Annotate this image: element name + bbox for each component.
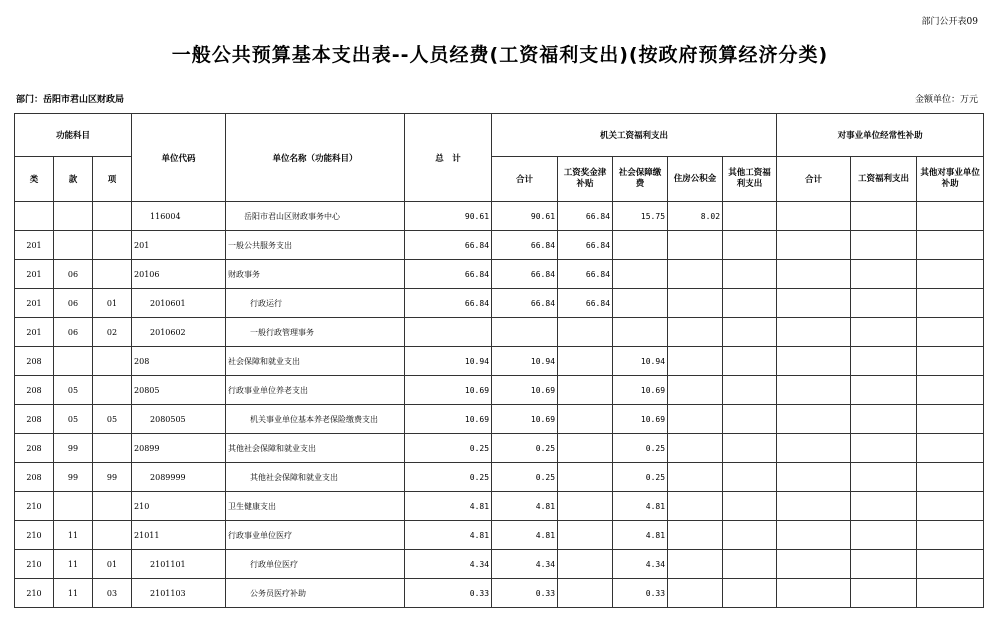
header-total: 总 计 [405, 114, 492, 202]
cell-inst-salary [851, 463, 917, 492]
cell-inst-sum [777, 579, 851, 608]
cell-kuan [54, 202, 93, 231]
cell-unit-code: 21011 [132, 521, 226, 550]
cell-org-housing [668, 260, 723, 289]
cell-inst-other [917, 492, 984, 521]
cell-inst-other [917, 463, 984, 492]
cell-unit-name: 一般行政管理事务 [226, 318, 405, 347]
table-row [15, 550, 984, 579]
cell-unit-name: 行政单位医疗 [226, 550, 405, 579]
cell-org-sum: 0.33 [492, 579, 558, 608]
cell-inst-salary [851, 289, 917, 318]
cell-kuan: 06 [54, 260, 93, 289]
cell-xiang [93, 376, 132, 405]
cell-unit-name: 公务员医疗补助 [226, 579, 405, 608]
cell-org-sum: 0.25 [492, 434, 558, 463]
cell-xiang: 05 [93, 405, 132, 434]
header-xiang: 项 [93, 157, 132, 202]
department-label: 部门：岳阳市君山区财政局 [16, 95, 125, 105]
cell-total: 10.94 [405, 347, 492, 376]
cell-inst-salary [851, 202, 917, 231]
cell-unit-code: 20899 [132, 434, 226, 463]
cell-org-other [723, 492, 777, 521]
cell-org-social: 0.25 [613, 463, 668, 492]
form-number: 部门公开表09 [921, 17, 978, 27]
cell-org-sum: 90.61 [492, 202, 558, 231]
cell-lei [15, 202, 54, 231]
cell-inst-salary [851, 550, 917, 579]
cell-total: 0.25 [405, 463, 492, 492]
cell-org-housing [668, 521, 723, 550]
cell-unit-code: 2089999 [132, 463, 226, 492]
cell-org-social: 4.34 [613, 550, 668, 579]
header-org-salary: 工资奖金津补贴 [558, 157, 613, 202]
table-row [15, 376, 984, 405]
cell-xiang: 01 [93, 289, 132, 318]
cell-org-sum: 66.84 [492, 231, 558, 260]
cell-lei: 201 [15, 289, 54, 318]
cell-org-social: 10.69 [613, 376, 668, 405]
cell-inst-other [917, 318, 984, 347]
cell-org-housing [668, 231, 723, 260]
header-org-housing: 住房公积金 [668, 157, 723, 202]
cell-org-housing [668, 463, 723, 492]
cell-total [405, 318, 492, 347]
cell-org-housing [668, 434, 723, 463]
cell-org-other [723, 521, 777, 550]
cell-inst-sum [777, 521, 851, 550]
cell-inst-sum [777, 492, 851, 521]
cell-org-sum [492, 318, 558, 347]
cell-org-other [723, 434, 777, 463]
cell-inst-salary [851, 347, 917, 376]
cell-inst-sum [777, 347, 851, 376]
cell-kuan: 11 [54, 550, 93, 579]
cell-org-other [723, 318, 777, 347]
cell-unit-code: 210 [132, 492, 226, 521]
cell-unit-code: 2010601 [132, 289, 226, 318]
cell-org-social [613, 231, 668, 260]
cell-total: 4.34 [405, 550, 492, 579]
cell-org-social: 15.75 [613, 202, 668, 231]
cell-inst-other [917, 550, 984, 579]
cell-org-salary [558, 434, 613, 463]
table-row [15, 405, 984, 434]
header-unit-name: 单位名称（功能科目） [226, 114, 405, 202]
cell-inst-other [917, 202, 984, 231]
cell-org-social: 10.69 [613, 405, 668, 434]
cell-kuan: 99 [54, 434, 93, 463]
cell-xiang [93, 260, 132, 289]
cell-org-salary [558, 318, 613, 347]
cell-kuan: 05 [54, 405, 93, 434]
cell-inst-sum [777, 550, 851, 579]
cell-org-salary [558, 405, 613, 434]
cell-xiang: 01 [93, 550, 132, 579]
cell-org-other [723, 347, 777, 376]
cell-org-other [723, 579, 777, 608]
cell-inst-salary [851, 260, 917, 289]
cell-unit-code: 2010602 [132, 318, 226, 347]
cell-total: 4.81 [405, 492, 492, 521]
cell-xiang: 99 [93, 463, 132, 492]
cell-org-housing [668, 318, 723, 347]
cell-unit-code: 2101103 [132, 579, 226, 608]
cell-xiang: 02 [93, 318, 132, 347]
cell-lei: 210 [15, 521, 54, 550]
table-row [15, 492, 984, 521]
cell-org-social: 10.94 [613, 347, 668, 376]
cell-unit-code: 208 [132, 347, 226, 376]
table-row [15, 318, 984, 347]
cell-org-social [613, 289, 668, 318]
cell-inst-other [917, 434, 984, 463]
cell-total: 66.84 [405, 231, 492, 260]
cell-org-salary: 66.84 [558, 260, 613, 289]
cell-lei: 208 [15, 463, 54, 492]
cell-unit-name: 财政事务 [226, 260, 405, 289]
cell-unit-code: 20805 [132, 376, 226, 405]
cell-unit-name: 社会保障和就业支出 [226, 347, 405, 376]
header-group-org: 机关工资福利支出 [492, 114, 777, 157]
cell-org-salary [558, 550, 613, 579]
cell-xiang [93, 521, 132, 550]
cell-lei: 208 [15, 347, 54, 376]
cell-xiang: 03 [93, 579, 132, 608]
cell-org-salary [558, 347, 613, 376]
cell-inst-sum [777, 434, 851, 463]
cell-inst-other [917, 347, 984, 376]
budget-table [14, 113, 984, 608]
cell-kuan: 11 [54, 579, 93, 608]
cell-inst-sum [777, 318, 851, 347]
cell-total: 0.25 [405, 434, 492, 463]
cell-org-sum: 66.84 [492, 289, 558, 318]
cell-xiang [93, 347, 132, 376]
cell-org-salary: 66.84 [558, 289, 613, 318]
table-row [15, 231, 984, 260]
cell-unit-code: 116004 [132, 202, 226, 231]
cell-org-sum: 66.84 [492, 260, 558, 289]
cell-lei: 201 [15, 318, 54, 347]
cell-unit-code: 2101101 [132, 550, 226, 579]
cell-org-other [723, 231, 777, 260]
cell-xiang [93, 434, 132, 463]
cell-unit-name: 机关事业单位基本养老保险缴费支出 [226, 405, 405, 434]
cell-unit-name: 一般公共服务支出 [226, 231, 405, 260]
cell-total: 10.69 [405, 376, 492, 405]
cell-kuan: 05 [54, 376, 93, 405]
cell-org-other [723, 376, 777, 405]
cell-inst-salary [851, 434, 917, 463]
cell-unit-name: 行政事业单位养老支出 [226, 376, 405, 405]
table-row [15, 347, 984, 376]
cell-org-sum: 10.69 [492, 405, 558, 434]
cell-total: 66.84 [405, 260, 492, 289]
cell-org-salary [558, 492, 613, 521]
cell-kuan: 11 [54, 521, 93, 550]
cell-org-salary: 66.84 [558, 231, 613, 260]
cell-unit-name: 卫生健康支出 [226, 492, 405, 521]
cell-org-social: 4.81 [613, 492, 668, 521]
header-unit-code: 单位代码 [132, 114, 226, 202]
cell-org-social [613, 260, 668, 289]
cell-unit-name: 岳阳市君山区财政事务中心 [226, 202, 405, 231]
cell-inst-other [917, 231, 984, 260]
cell-inst-sum [777, 231, 851, 260]
cell-org-social: 0.33 [613, 579, 668, 608]
cell-org-sum: 10.94 [492, 347, 558, 376]
cell-kuan: 99 [54, 463, 93, 492]
cell-org-other [723, 202, 777, 231]
header-group-inst: 对事业单位经常性补助 [777, 114, 984, 157]
cell-org-social [613, 318, 668, 347]
cell-inst-other [917, 579, 984, 608]
cell-inst-other [917, 260, 984, 289]
cell-org-salary: 66.84 [558, 202, 613, 231]
cell-org-sum: 4.34 [492, 550, 558, 579]
table-row [15, 260, 984, 289]
cell-lei: 201 [15, 231, 54, 260]
cell-inst-sum [777, 260, 851, 289]
cell-unit-name: 行政运行 [226, 289, 405, 318]
cell-lei: 201 [15, 260, 54, 289]
cell-inst-other [917, 521, 984, 550]
cell-org-other [723, 289, 777, 318]
cell-org-housing [668, 289, 723, 318]
cell-inst-salary [851, 376, 917, 405]
table-row [15, 289, 984, 318]
cell-xiang [93, 492, 132, 521]
table-row [15, 579, 984, 608]
cell-total: 0.33 [405, 579, 492, 608]
cell-kuan [54, 347, 93, 376]
header-org-sum: 合计 [492, 157, 558, 202]
cell-org-other [723, 550, 777, 579]
cell-inst-salary [851, 579, 917, 608]
header-lei: 类 [15, 157, 54, 202]
cell-unit-code: 20106 [132, 260, 226, 289]
cell-kuan [54, 231, 93, 260]
header-kuan: 款 [54, 157, 93, 202]
cell-inst-other [917, 405, 984, 434]
cell-org-housing [668, 376, 723, 405]
cell-org-housing: 8.02 [668, 202, 723, 231]
cell-org-housing [668, 492, 723, 521]
table-row [15, 434, 984, 463]
header-inst-other: 其他对事业单位补助 [917, 157, 984, 202]
cell-org-social: 0.25 [613, 434, 668, 463]
cell-unit-name: 行政事业单位医疗 [226, 521, 405, 550]
cell-unit-code: 201 [132, 231, 226, 260]
cell-org-sum: 4.81 [492, 521, 558, 550]
cell-inst-salary [851, 521, 917, 550]
cell-org-housing [668, 550, 723, 579]
cell-inst-sum [777, 202, 851, 231]
cell-unit-name: 其他社会保障和就业支出 [226, 434, 405, 463]
cell-org-housing [668, 579, 723, 608]
header-inst-sum: 合计 [777, 157, 851, 202]
cell-org-other [723, 260, 777, 289]
header-org-other: 其他工资福利支出 [723, 157, 777, 202]
cell-org-sum: 10.69 [492, 376, 558, 405]
cell-inst-sum [777, 376, 851, 405]
amount-unit-label: 金额单位：万元 [914, 95, 978, 105]
cell-inst-sum [777, 289, 851, 318]
cell-lei: 208 [15, 434, 54, 463]
cell-org-salary [558, 579, 613, 608]
cell-inst-salary [851, 405, 917, 434]
header-func-subject: 功能科目 [15, 114, 132, 157]
cell-org-salary [558, 463, 613, 492]
table-row [15, 202, 984, 231]
cell-xiang [93, 202, 132, 231]
cell-inst-sum [777, 463, 851, 492]
cell-inst-salary [851, 492, 917, 521]
cell-lei: 210 [15, 492, 54, 521]
cell-lei: 210 [15, 579, 54, 608]
cell-lei: 208 [15, 405, 54, 434]
cell-org-salary [558, 376, 613, 405]
cell-inst-other [917, 289, 984, 318]
cell-unit-code: 2080505 [132, 405, 226, 434]
header-inst-salary: 工资福利支出 [851, 157, 917, 202]
cell-kuan [54, 492, 93, 521]
cell-inst-sum [777, 405, 851, 434]
header-org-social: 社会保障缴费 [613, 157, 668, 202]
cell-org-housing [668, 405, 723, 434]
cell-total: 66.84 [405, 289, 492, 318]
cell-lei: 210 [15, 550, 54, 579]
cell-total: 90.61 [405, 202, 492, 231]
cell-org-salary [558, 521, 613, 550]
cell-inst-salary [851, 231, 917, 260]
table-row [15, 463, 984, 492]
cell-inst-other [917, 376, 984, 405]
cell-inst-salary [851, 318, 917, 347]
cell-lei: 208 [15, 376, 54, 405]
cell-total: 4.81 [405, 521, 492, 550]
cell-org-other [723, 463, 777, 492]
cell-xiang [93, 231, 132, 260]
page-title: 一般公共预算基本支出表--人员经费(工资福利支出)(按政府预算经济分类) [171, 44, 829, 66]
table-row [15, 521, 984, 550]
cell-org-other [723, 405, 777, 434]
cell-total: 10.69 [405, 405, 492, 434]
cell-unit-name: 其他社会保障和就业支出 [226, 463, 405, 492]
cell-org-sum: 0.25 [492, 463, 558, 492]
cell-kuan: 06 [54, 318, 93, 347]
cell-org-social: 4.81 [613, 521, 668, 550]
cell-org-sum: 4.81 [492, 492, 558, 521]
cell-org-housing [668, 347, 723, 376]
cell-kuan: 06 [54, 289, 93, 318]
